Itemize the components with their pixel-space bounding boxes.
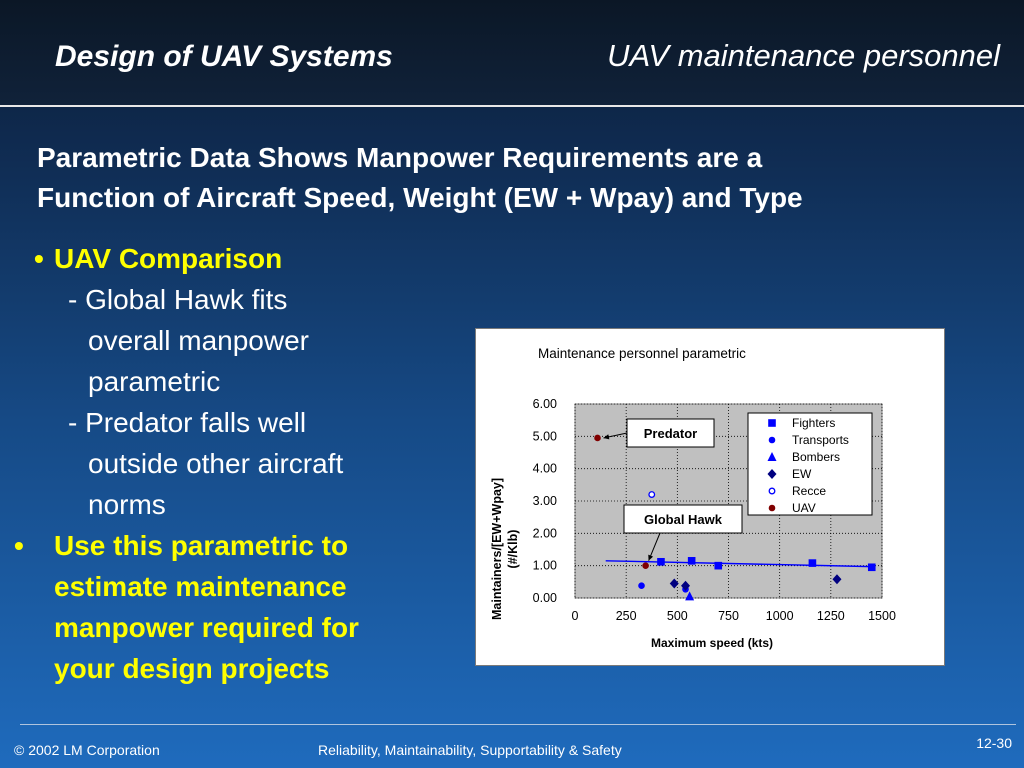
legend-label-fighters: Fighters [792,416,836,430]
sub-bullet-2-line-1: - Predator falls well [68,407,307,438]
x-axis-ticks [572,609,896,623]
chart-svg [476,329,944,665]
bullet-2-line-1: Use this parametric to [54,530,349,561]
legend-marker-fighters [768,419,776,427]
y-tick-label: 2.00 [532,526,557,541]
legend-label-recce: Recce [792,484,827,498]
annotation-label-global-hawk: Global Hawk [643,512,723,527]
x-tick-label: 1250 [816,609,845,623]
slide-heading [37,138,997,218]
x-tick-label: 500 [666,609,688,623]
legend-label-ew: EW [792,467,812,481]
bullet-marker: • [14,530,24,561]
y-tick-label: 6.00 [532,397,557,411]
legend-label-transports: Transports [792,433,849,447]
bullet-uav-comparison [34,238,454,279]
x-tick-label: 750 [718,609,739,623]
legend-label-bombers: Bombers [792,450,841,464]
y-tick-label: 0.00 [532,591,557,605]
header-bar [0,0,1024,106]
y-tick-label: 3.00 [532,494,557,508]
sub-bullet-1-line-3: parametric [88,366,221,397]
x-tick-label: 0 [571,609,579,623]
x-tick-label: 250 [615,609,637,623]
heading-line-2: Function of Aircraft Speed, Weight (EW + Wpay) and Type [37,182,803,213]
point-fighters [688,557,696,565]
bullet-list [14,238,454,689]
y-axis-label-line-2: (#/Klb) [506,529,520,569]
slide-topic: UAV maintenance personnel [607,38,1000,73]
legend-marker-uav [769,505,776,512]
chart-legend [748,413,872,515]
legend-marker-transports [769,437,776,444]
point-fighters [868,563,876,571]
chart-title: Maintenance personnel parametric [538,346,746,361]
bullet-use-parametric [14,525,454,689]
y-tick-label: 5.00 [532,429,557,444]
bullet-title: UAV Comparison [54,243,283,274]
point-fighters [657,558,665,566]
point-uav [642,562,649,569]
point-fighters [809,559,817,567]
point-fighters [714,562,722,570]
sub-bullet-2-line-3: norms [88,489,166,520]
bullet-2-line-4: your design projects [54,653,330,684]
legend-marker-recce [769,488,775,494]
page-number: 12-30 [976,735,1012,751]
point-transports [638,582,645,589]
x-tick-label: 1000 [765,609,794,623]
y-tick-label: 4.00 [532,461,557,476]
footer-divider [20,724,1016,725]
bullet-2-line-2: estimate maintenance [54,571,347,602]
x-tick-label: 1500 [868,609,896,623]
y-tick-label: 1.00 [532,558,557,573]
footer-course-name: Reliability, Maintainability, Supportability & Safety [318,742,622,758]
point-uav [594,435,601,442]
course-title: Design of UAV Systems [55,40,393,73]
sub-bullet-1-line-1: - Global Hawk fits [68,284,288,315]
x-axis-label: Maximum speed (kts) [651,636,774,650]
footer-copyright: © 2002 LM Corporation [14,742,160,758]
y-axis-label-line-1: Maintainers/[EW+Wpay] [490,477,504,621]
point-recce [649,492,655,498]
legend-label-uav: UAV [792,501,816,515]
heading-line-1: Parametric Data Shows Manpower Requirements are a [37,142,763,173]
chart-panel [475,328,945,666]
sub-bullet-1-line-2: overall manpower [88,325,309,356]
bullet-2-line-3: manpower required for [54,612,359,643]
annotation-label-predator: Predator [643,426,698,441]
sub-bullet-2-line-2: outside other aircraft [88,448,344,479]
header-divider [0,105,1024,107]
y-axis-ticks [533,397,557,605]
bullet-marker: • [34,243,44,274]
